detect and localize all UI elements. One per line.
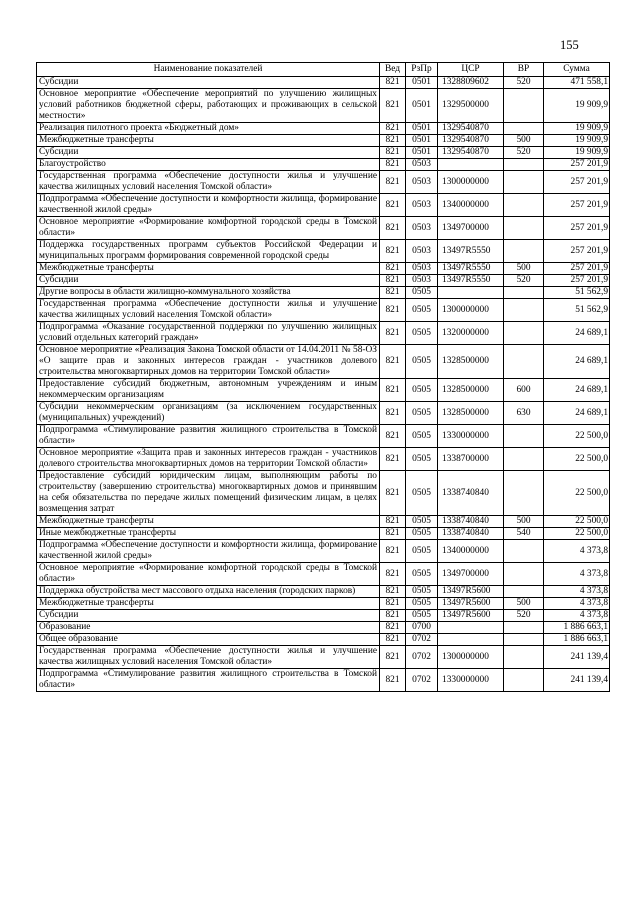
table-row bbox=[37, 528, 610, 540]
cell-name: Субсидии bbox=[37, 147, 380, 159]
cell-rzpr: 0501 bbox=[406, 77, 438, 89]
cell-rzpr: 0501 bbox=[406, 147, 438, 159]
cell-sum: 22 500,0 bbox=[544, 516, 610, 528]
cell-vr bbox=[504, 634, 544, 646]
cell-ved: 821 bbox=[380, 345, 406, 379]
cell-ved: 821 bbox=[380, 147, 406, 159]
cell-vr: 500 bbox=[504, 135, 544, 147]
cell-csr: 1330000000 bbox=[438, 669, 504, 692]
cell-sum: 22 500,0 bbox=[544, 448, 610, 471]
cell-rzpr: 0505 bbox=[406, 586, 438, 598]
cell-vr bbox=[504, 425, 544, 448]
cell-sum: 1 886 663,1 bbox=[544, 634, 610, 646]
cell-name: Подпрограмма «Стимулирование развития жилищного строительства в Томской области» bbox=[37, 425, 380, 448]
cell-vr: 520 bbox=[504, 610, 544, 622]
cell-vr bbox=[504, 159, 544, 171]
table-row bbox=[37, 598, 610, 610]
cell-name: Субсидии bbox=[37, 275, 380, 287]
cell-name: Предоставление субсидий юридическим лицам, выполняющим работы по строительству (завершению строительства) многоквартирных домов и принявшим на себя обязательства по передаче жилых помещений физическим лицам, в целях возмещения затрат bbox=[37, 471, 380, 516]
cell-vr bbox=[504, 448, 544, 471]
cell-csr: 13497R5600 bbox=[438, 586, 504, 598]
cell-csr bbox=[438, 634, 504, 646]
cell-sum: 19 909,9 bbox=[544, 89, 610, 123]
cell-sum: 257 201,9 bbox=[544, 240, 610, 263]
cell-csr: 1300000000 bbox=[438, 171, 504, 194]
header-sum: Сумма bbox=[544, 63, 610, 77]
cell-rzpr: 0505 bbox=[406, 425, 438, 448]
cell-sum: 4 373,8 bbox=[544, 598, 610, 610]
cell-rzpr: 0505 bbox=[406, 322, 438, 345]
cell-rzpr: 0505 bbox=[406, 379, 438, 402]
cell-ved: 821 bbox=[380, 563, 406, 586]
cell-rzpr: 0501 bbox=[406, 135, 438, 147]
cell-name: Подпрограмма «Обеспечение доступности и комфортности жилища, формирование качественной жилой среды» bbox=[37, 194, 380, 217]
cell-rzpr: 0503 bbox=[406, 159, 438, 171]
cell-vr bbox=[504, 217, 544, 240]
cell-vr: 520 bbox=[504, 147, 544, 159]
cell-ved: 821 bbox=[380, 646, 406, 669]
cell-sum: 4 373,8 bbox=[544, 586, 610, 598]
cell-ved: 821 bbox=[380, 299, 406, 322]
cell-csr: 13497R5550 bbox=[438, 240, 504, 263]
cell-csr: 1320000000 bbox=[438, 322, 504, 345]
header-vr: ВР bbox=[504, 63, 544, 77]
cell-name: Другие вопросы в области жилищно-коммунального хозяйства bbox=[37, 287, 380, 299]
cell-ved: 821 bbox=[380, 275, 406, 287]
table-row bbox=[37, 345, 610, 379]
cell-vr: 500 bbox=[504, 263, 544, 275]
cell-ved: 821 bbox=[380, 622, 406, 634]
cell-csr: 13497R5550 bbox=[438, 263, 504, 275]
cell-csr: 1328500000 bbox=[438, 379, 504, 402]
cell-rzpr: 0702 bbox=[406, 646, 438, 669]
cell-sum: 24 689,1 bbox=[544, 379, 610, 402]
cell-vr bbox=[504, 171, 544, 194]
cell-csr: 1300000000 bbox=[438, 299, 504, 322]
cell-csr: 1349700000 bbox=[438, 217, 504, 240]
cell-name: Межбюджетные трансферты bbox=[37, 135, 380, 147]
cell-name: Государственная программа «Обеспечение доступности жилья и улучшение качества жилищных условий населения Томской области» bbox=[37, 171, 380, 194]
cell-sum: 24 689,1 bbox=[544, 402, 610, 425]
table-row bbox=[37, 634, 610, 646]
table-row bbox=[37, 194, 610, 217]
table-row bbox=[37, 471, 610, 516]
header-rzpr: РзПр bbox=[406, 63, 438, 77]
table-row bbox=[37, 159, 610, 171]
cell-name: Основное мероприятие «Формирование комфортной городской среды в Томской области» bbox=[37, 217, 380, 240]
cell-csr: 13497R5550 bbox=[438, 275, 504, 287]
cell-sum: 241 139,4 bbox=[544, 669, 610, 692]
cell-vr bbox=[504, 345, 544, 379]
cell-rzpr: 0503 bbox=[406, 263, 438, 275]
cell-rzpr: 0501 bbox=[406, 123, 438, 135]
cell-csr: 1329540870 bbox=[438, 123, 504, 135]
cell-rzpr: 0702 bbox=[406, 669, 438, 692]
table-row bbox=[37, 540, 610, 563]
cell-vr bbox=[504, 471, 544, 516]
cell-ved: 821 bbox=[380, 516, 406, 528]
cell-rzpr: 0505 bbox=[406, 299, 438, 322]
cell-ved: 821 bbox=[380, 77, 406, 89]
cell-sum: 241 139,4 bbox=[544, 646, 610, 669]
cell-rzpr: 0505 bbox=[406, 540, 438, 563]
cell-ved: 821 bbox=[380, 263, 406, 275]
cell-sum: 19 909,9 bbox=[544, 123, 610, 135]
cell-rzpr: 0702 bbox=[406, 634, 438, 646]
cell-csr bbox=[438, 287, 504, 299]
cell-sum: 4 373,8 bbox=[544, 563, 610, 586]
cell-csr: 1340000000 bbox=[438, 540, 504, 563]
table-row bbox=[37, 135, 610, 147]
cell-name: Общее образование bbox=[37, 634, 380, 646]
cell-rzpr: 0505 bbox=[406, 516, 438, 528]
cell-rzpr: 0505 bbox=[406, 598, 438, 610]
cell-sum: 22 500,0 bbox=[544, 471, 610, 516]
cell-name: Субсидии некоммерческим организациям (за исключением государственных (муниципальных) учреждений) bbox=[37, 402, 380, 425]
cell-ved: 821 bbox=[380, 322, 406, 345]
table-row bbox=[37, 322, 610, 345]
cell-ved: 821 bbox=[380, 669, 406, 692]
table-row bbox=[37, 299, 610, 322]
cell-sum: 257 201,9 bbox=[544, 194, 610, 217]
cell-sum: 24 689,1 bbox=[544, 345, 610, 379]
cell-csr: 1330000000 bbox=[438, 425, 504, 448]
cell-ved: 821 bbox=[380, 123, 406, 135]
cell-sum: 4 373,8 bbox=[544, 540, 610, 563]
cell-sum: 257 201,9 bbox=[544, 275, 610, 287]
table-row bbox=[37, 217, 610, 240]
cell-name: Благоустройство bbox=[37, 159, 380, 171]
cell-sum: 471 558,1 bbox=[544, 77, 610, 89]
cell-vr: 540 bbox=[504, 528, 544, 540]
cell-sum: 257 201,9 bbox=[544, 171, 610, 194]
cell-name: Поддержка обустройства мест массового отдыха населения (городских парков) bbox=[37, 586, 380, 598]
cell-csr: 1329500000 bbox=[438, 89, 504, 123]
cell-ved: 821 bbox=[380, 528, 406, 540]
table-row bbox=[37, 669, 610, 692]
cell-csr: 1328500000 bbox=[438, 345, 504, 379]
cell-ved: 821 bbox=[380, 159, 406, 171]
cell-ved: 821 bbox=[380, 287, 406, 299]
cell-vr bbox=[504, 622, 544, 634]
cell-sum: 257 201,9 bbox=[544, 263, 610, 275]
cell-vr: 600 bbox=[504, 379, 544, 402]
cell-csr: 13497R5600 bbox=[438, 610, 504, 622]
cell-ved: 821 bbox=[380, 135, 406, 147]
cell-csr: 1338740840 bbox=[438, 528, 504, 540]
cell-sum: 24 689,1 bbox=[544, 322, 610, 345]
cell-name: Субсидии bbox=[37, 77, 380, 89]
cell-vr bbox=[504, 194, 544, 217]
cell-vr: 520 bbox=[504, 77, 544, 89]
cell-ved: 821 bbox=[380, 89, 406, 123]
cell-ved: 821 bbox=[380, 240, 406, 263]
cell-csr bbox=[438, 159, 504, 171]
cell-vr bbox=[504, 240, 544, 263]
cell-ved: 821 bbox=[380, 540, 406, 563]
table-row bbox=[37, 622, 610, 634]
cell-ved: 821 bbox=[380, 379, 406, 402]
cell-sum: 4 373,8 bbox=[544, 610, 610, 622]
cell-name: Иные межбюджетные трансферты bbox=[37, 528, 380, 540]
cell-sum: 51 562,9 bbox=[544, 287, 610, 299]
table-row bbox=[37, 240, 610, 263]
table-row bbox=[37, 563, 610, 586]
table-row bbox=[37, 448, 610, 471]
cell-sum: 22 500,0 bbox=[544, 528, 610, 540]
cell-name: Подпрограмма «Обеспечение доступности и комфортности жилища, формирование качественной жилой среды» bbox=[37, 540, 380, 563]
cell-csr: 1340000000 bbox=[438, 194, 504, 217]
cell-ved: 821 bbox=[380, 586, 406, 598]
cell-csr: 1338700000 bbox=[438, 448, 504, 471]
cell-rzpr: 0505 bbox=[406, 563, 438, 586]
cell-rzpr: 0505 bbox=[406, 528, 438, 540]
cell-name: Государственная программа «Обеспечение доступности жилья и улучшение качества жилищных условий населения Томской области» bbox=[37, 646, 380, 669]
cell-name: Образование bbox=[37, 622, 380, 634]
cell-rzpr: 0505 bbox=[406, 287, 438, 299]
cell-name: Основное мероприятие «Реализация Закона Томской области от 14.04.2011 № 58-ОЗ «О защите прав и законных интересов граждан - участников долевого строительства многоквартирных домов на территории Томской области» bbox=[37, 345, 380, 379]
cell-csr: 1329540870 bbox=[438, 135, 504, 147]
cell-csr: 1349700000 bbox=[438, 563, 504, 586]
cell-ved: 821 bbox=[380, 217, 406, 240]
table-row bbox=[37, 516, 610, 528]
table-row bbox=[37, 287, 610, 299]
cell-csr: 1338740840 bbox=[438, 516, 504, 528]
cell-name: Межбюджетные трансферты bbox=[37, 598, 380, 610]
cell-ved: 821 bbox=[380, 610, 406, 622]
budget-table bbox=[36, 62, 610, 692]
cell-sum: 51 562,9 bbox=[544, 299, 610, 322]
table-row bbox=[37, 89, 610, 123]
table-header-row bbox=[37, 63, 610, 77]
table-row bbox=[37, 379, 610, 402]
cell-csr: 1328500000 bbox=[438, 402, 504, 425]
cell-sum: 1 886 663,1 bbox=[544, 622, 610, 634]
table-row bbox=[37, 77, 610, 89]
cell-name: Субсидии bbox=[37, 610, 380, 622]
cell-rzpr: 0505 bbox=[406, 610, 438, 622]
cell-ved: 821 bbox=[380, 634, 406, 646]
cell-rzpr: 0505 bbox=[406, 402, 438, 425]
cell-csr: 1300000000 bbox=[438, 646, 504, 669]
cell-name: Основное мероприятие «Защита прав и законных интересов граждан - участников долевого строительства многоквартирных домов на территории Томской области» bbox=[37, 448, 380, 471]
cell-vr bbox=[504, 287, 544, 299]
cell-ved: 821 bbox=[380, 171, 406, 194]
cell-sum: 19 909,9 bbox=[544, 147, 610, 159]
cell-name: Поддержка государственных программ субъектов Российской Федерации и муниципальных программ формирования современной городской среды bbox=[37, 240, 380, 263]
cell-rzpr: 0503 bbox=[406, 194, 438, 217]
cell-name: Межбюджетные трансферты bbox=[37, 516, 380, 528]
table-row bbox=[37, 123, 610, 135]
cell-sum: 19 909,9 bbox=[544, 135, 610, 147]
cell-rzpr: 0505 bbox=[406, 448, 438, 471]
cell-rzpr: 0501 bbox=[406, 89, 438, 123]
cell-ved: 821 bbox=[380, 402, 406, 425]
cell-sum: 22 500,0 bbox=[544, 425, 610, 448]
table-row bbox=[37, 646, 610, 669]
cell-csr: 1329540870 bbox=[438, 147, 504, 159]
cell-rzpr: 0503 bbox=[406, 240, 438, 263]
cell-name: Межбюджетные трансферты bbox=[37, 263, 380, 275]
cell-vr bbox=[504, 123, 544, 135]
cell-sum: 257 201,9 bbox=[544, 217, 610, 240]
cell-name: Подпрограмма «Стимулирование развития жилищного строительства в Томской области» bbox=[37, 669, 380, 692]
cell-vr: 500 bbox=[504, 598, 544, 610]
cell-name: Реализация пилотного проекта «Бюджетный дом» bbox=[37, 123, 380, 135]
cell-vr bbox=[504, 299, 544, 322]
cell-csr: 1338740840 bbox=[438, 471, 504, 516]
cell-name: Основное мероприятие «Формирование комфортной городской среды в Томской области» bbox=[37, 563, 380, 586]
cell-ved: 821 bbox=[380, 598, 406, 610]
cell-ved: 821 bbox=[380, 448, 406, 471]
cell-vr bbox=[504, 540, 544, 563]
table-row bbox=[37, 147, 610, 159]
table-body bbox=[37, 77, 610, 692]
cell-ved: 821 bbox=[380, 471, 406, 516]
cell-vr bbox=[504, 586, 544, 598]
table-row bbox=[37, 586, 610, 598]
header-csr: ЦСР bbox=[438, 63, 504, 77]
cell-vr: 630 bbox=[504, 402, 544, 425]
cell-csr bbox=[438, 622, 504, 634]
cell-csr: 13497R5600 bbox=[438, 598, 504, 610]
cell-sum: 257 201,9 bbox=[544, 159, 610, 171]
cell-name: Подпрограмма «Оказание государственной поддержки по улучшению жилищных условий отдельных категорий граждан» bbox=[37, 322, 380, 345]
table-row bbox=[37, 171, 610, 194]
page-number: 155 bbox=[560, 38, 579, 52]
cell-vr bbox=[504, 322, 544, 345]
cell-rzpr: 0503 bbox=[406, 217, 438, 240]
cell-rzpr: 0700 bbox=[406, 622, 438, 634]
cell-name: Государственная программа «Обеспечение доступности жилья и улучшение качества жилищных условий населения Томской области» bbox=[37, 299, 380, 322]
cell-vr: 500 bbox=[504, 516, 544, 528]
cell-vr bbox=[504, 89, 544, 123]
cell-rzpr: 0503 bbox=[406, 171, 438, 194]
cell-name: Основное мероприятие «Обеспечение мероприятий по улучшению жилищных условий работников бюджетной сферы, работающих и проживающих в сельской местности» bbox=[37, 89, 380, 123]
table-row bbox=[37, 263, 610, 275]
table-row bbox=[37, 610, 610, 622]
cell-vr bbox=[504, 646, 544, 669]
cell-vr bbox=[504, 563, 544, 586]
cell-csr: 1328809602 bbox=[438, 77, 504, 89]
table-row bbox=[37, 275, 610, 287]
header-name: Наименование показателей bbox=[37, 63, 380, 77]
cell-ved: 821 bbox=[380, 425, 406, 448]
cell-ved: 821 bbox=[380, 194, 406, 217]
table-row bbox=[37, 402, 610, 425]
table-row bbox=[37, 425, 610, 448]
header-ved: Вед bbox=[380, 63, 406, 77]
cell-rzpr: 0505 bbox=[406, 345, 438, 379]
cell-rzpr: 0503 bbox=[406, 275, 438, 287]
cell-vr bbox=[504, 669, 544, 692]
cell-vr: 520 bbox=[504, 275, 544, 287]
cell-rzpr: 0505 bbox=[406, 471, 438, 516]
cell-name: Предоставление субсидий бюджетным, автономным учреждениям и иным некоммерческим организациям bbox=[37, 379, 380, 402]
